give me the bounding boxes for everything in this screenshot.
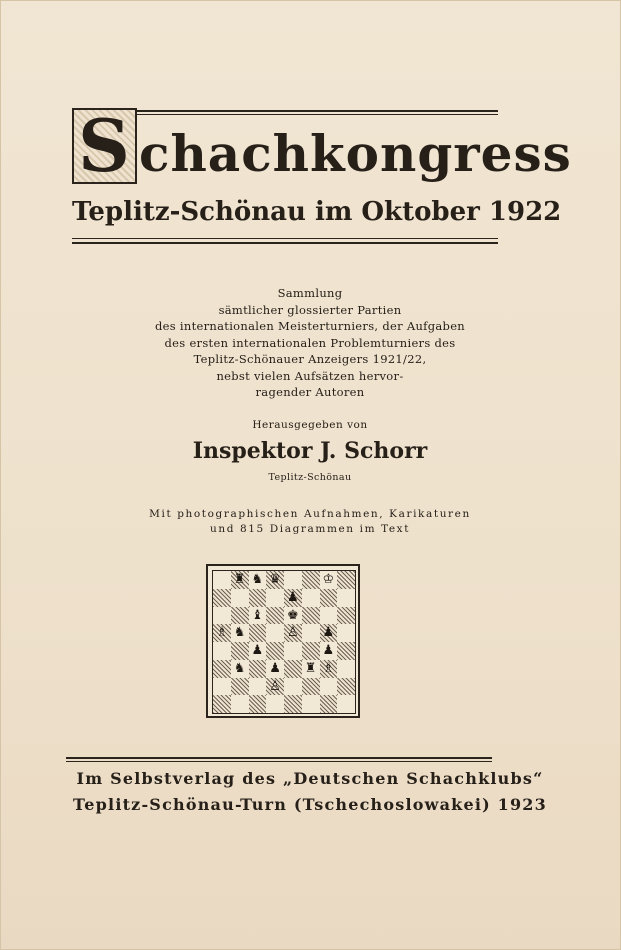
cover-description bbox=[100, 285, 520, 401]
cover-title bbox=[72, 103, 572, 190]
chess-piece-icon: ♟ bbox=[269, 660, 281, 676]
editor-label: Herausgegeben von bbox=[252, 419, 368, 431]
title-rest: chachkongress bbox=[139, 124, 572, 183]
illustration-line: und 815 Diagrammen im Text bbox=[209, 523, 411, 535]
chess-piece-icon: ♝ bbox=[251, 607, 264, 623]
illustration-note bbox=[90, 507, 530, 537]
board-square bbox=[337, 642, 355, 660]
board-square bbox=[302, 642, 320, 660]
board-square bbox=[266, 642, 284, 660]
chess-piece-icon: ♗ bbox=[216, 625, 228, 641]
board-square bbox=[266, 589, 284, 607]
description-line: Sammlung bbox=[277, 286, 343, 300]
chess-diagram bbox=[206, 564, 360, 718]
board-square bbox=[213, 607, 231, 625]
title-bottom-rule bbox=[72, 242, 498, 244]
board-square bbox=[320, 678, 338, 696]
board-square bbox=[231, 642, 249, 660]
board-square bbox=[284, 695, 302, 713]
chess-piece-icon: ♞ bbox=[251, 572, 264, 587]
board-square bbox=[302, 624, 320, 642]
description-line: Teplitz-Schönauer Anzeigers 1921/22, bbox=[193, 352, 427, 366]
chess-piece-icon: ♞ bbox=[233, 625, 246, 641]
board-square bbox=[213, 642, 231, 660]
board-square bbox=[320, 589, 338, 607]
chess-piece-icon: ♜ bbox=[233, 572, 246, 587]
board-square bbox=[302, 678, 320, 696]
board-square bbox=[284, 678, 302, 696]
illustration-line: Mit photographischen Aufnahmen, Karikaturen bbox=[149, 508, 471, 520]
board-square bbox=[337, 695, 355, 713]
board-square bbox=[213, 589, 231, 607]
description-line: nebst vielen Aufsätzen hervor- bbox=[216, 368, 404, 383]
editor-place: Teplitz-Schönau bbox=[268, 472, 352, 483]
board-square bbox=[231, 695, 249, 713]
board-square bbox=[249, 624, 267, 642]
board-square bbox=[320, 607, 338, 625]
board-square bbox=[249, 695, 267, 713]
board-square bbox=[213, 660, 231, 678]
board-square bbox=[266, 695, 284, 713]
chess-piece-icon: ♛ bbox=[269, 572, 281, 587]
chess-piece-icon: ♞ bbox=[233, 660, 246, 676]
publisher-imprint bbox=[60, 766, 560, 818]
board-square bbox=[266, 624, 284, 642]
chess-piece-icon: ♙ bbox=[287, 625, 299, 641]
title-bottom-rule-thin bbox=[72, 238, 498, 239]
chess-piece-icon: ♟ bbox=[287, 589, 299, 605]
board-square bbox=[302, 607, 320, 625]
board-square bbox=[337, 624, 355, 642]
chess-piece-icon: ♚ bbox=[287, 607, 299, 623]
description-line: ragender Autoren bbox=[255, 385, 365, 399]
board-square bbox=[337, 678, 355, 696]
publisher-line: Im Selbstverlag des „Deutschen Schachklubs“ bbox=[76, 769, 544, 788]
board-square bbox=[337, 660, 355, 678]
board-square bbox=[284, 642, 302, 660]
board-square bbox=[266, 607, 284, 625]
board-square bbox=[231, 678, 249, 696]
chess-piece-icon: ♔ bbox=[322, 572, 335, 587]
chess-piece-icon: ♟ bbox=[322, 643, 335, 658]
board-square bbox=[337, 589, 355, 607]
publisher-top-rule-thin bbox=[66, 761, 492, 762]
board-square bbox=[302, 571, 320, 589]
board-square bbox=[249, 589, 267, 607]
publisher-top-rule bbox=[66, 757, 492, 759]
editor-name: Inspektor J. Schorr bbox=[192, 438, 428, 464]
board-square bbox=[302, 589, 320, 607]
board-square bbox=[302, 695, 320, 713]
chess-piece-icon: ♗ bbox=[322, 660, 335, 676]
board-square bbox=[249, 660, 267, 678]
board-square bbox=[337, 571, 355, 589]
chess-piece-icon: ♟ bbox=[322, 625, 335, 641]
board-square bbox=[231, 589, 249, 607]
board-square bbox=[284, 571, 302, 589]
board-square bbox=[249, 678, 267, 696]
chess-piece-icon: ♙ bbox=[269, 678, 281, 694]
board-square bbox=[231, 607, 249, 625]
board-square bbox=[213, 695, 231, 713]
board-square bbox=[320, 695, 338, 713]
description-line: des internationalen Meisterturniers, der Aufgaben bbox=[154, 319, 466, 333]
cover-subtitle: Teplitz-Schönau im Oktober 1922 bbox=[72, 197, 562, 227]
description-line: des ersten internationalen Problemturniers des bbox=[164, 335, 456, 350]
title-initial-ornament: S bbox=[72, 108, 137, 184]
board-square bbox=[337, 607, 355, 625]
chess-board-grid bbox=[212, 570, 356, 714]
board-square bbox=[213, 571, 231, 589]
chess-piece-icon: ♜ bbox=[304, 660, 317, 676]
chess-piece-icon: ♟ bbox=[251, 643, 264, 658]
publisher-line: Teplitz-Schönau-Turn (Tschechoslowakei) 1923 bbox=[73, 795, 547, 814]
board-square bbox=[213, 678, 231, 696]
description-line: sämtlicher glossierter Partien bbox=[218, 302, 402, 317]
board-square bbox=[284, 660, 302, 678]
